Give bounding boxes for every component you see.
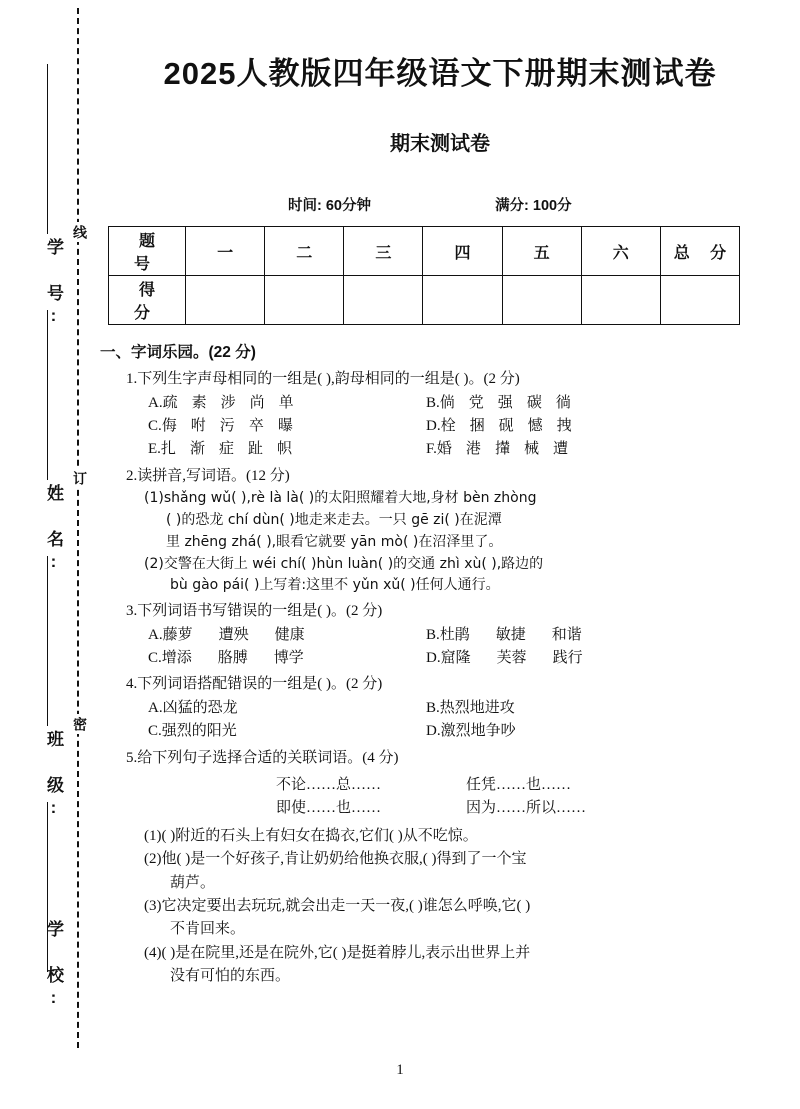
question-4-stem: [126, 673, 780, 696]
option-c-char-3: 污: [219, 417, 235, 434]
score-table-col-1: 一: [186, 227, 265, 276]
question-4-option-c[interactable]: [148, 720, 426, 743]
score-cell-3[interactable]: [344, 276, 423, 325]
score-cell-total[interactable]: [660, 276, 739, 325]
q3-option-a-word-2: 遭殃: [218, 626, 249, 643]
score-table-col-2: 二: [265, 227, 344, 276]
option-e-char-3: 症: [218, 441, 234, 458]
score-table-col-total: 总 分: [660, 227, 739, 276]
option-e-label: E.: [148, 441, 161, 458]
question-2-line-2[interactable]: ( )的恐龙 chí dùn( )地走来走去。一只 gē zi( )在泥潭: [166, 511, 502, 528]
score-table-col-4: 四: [423, 227, 502, 276]
page-subtitle: 期末测试卷: [390, 133, 490, 155]
option-e-char-1: 扎: [160, 441, 176, 458]
question-2-text: 读拼音,写词语。(12 分): [137, 467, 290, 484]
score-cell-6[interactable]: [581, 276, 660, 325]
q3-option-c-word-3: 博学: [273, 650, 304, 667]
q3-option-d-word-2: 芙蓉: [496, 650, 527, 667]
option-c-label: C.: [148, 417, 162, 434]
question-5-item-4-cont: 没有可怕的东西。: [170, 968, 291, 985]
option-f-char-1: 婚: [436, 441, 452, 458]
q3-option-d-word-3: 践行: [552, 650, 583, 667]
word-bank-item-2[interactable]: 任凭……也……: [466, 777, 572, 793]
option-c-char-4: 卒: [248, 417, 264, 434]
option-a-char-5: 单: [278, 394, 294, 411]
option-b-char-4: 碳: [526, 394, 542, 411]
question-1-option-d[interactable]: [426, 415, 704, 438]
question-2-stem: [126, 465, 780, 488]
question-4-option-row-1: [148, 697, 780, 720]
option-f-char-5: 遭: [552, 441, 568, 458]
option-f-char-4: 械: [523, 441, 539, 458]
score-table-col-3: 三: [344, 227, 423, 276]
q3-option-c-word-2: 胳膊: [217, 650, 248, 667]
q4-option-d-label: D.: [426, 723, 441, 740]
question-1-option-b[interactable]: [426, 392, 704, 415]
option-d-char-1: 栓: [440, 417, 456, 434]
option-a-char-1: 疏: [162, 394, 178, 411]
word-bank-item-1[interactable]: 不论……总……: [276, 777, 382, 793]
option-b-label: B.: [426, 394, 440, 411]
class-label: 班 级:: [44, 730, 63, 822]
q4-option-a-label: A.: [148, 699, 163, 716]
option-d-char-4: 憾: [527, 417, 543, 434]
question-1-option-row-1: [148, 392, 780, 415]
option-f-char-2: 港: [465, 441, 481, 458]
question-1-number: 1.: [126, 371, 138, 388]
score-table-row-label-question: 题 号: [109, 227, 186, 276]
question-1-option-e[interactable]: [148, 438, 426, 461]
word-bank-row-2: [276, 797, 780, 820]
question-1-option-row-3: [148, 438, 780, 461]
q4-option-a-text: 凶猛的恐龙: [162, 699, 238, 716]
q3-option-d-label: D.: [426, 650, 441, 667]
score-table-row-label-score: 得 分: [109, 276, 186, 325]
question-5-text: 给下列句子选择合适的关联词语。(4 分): [137, 749, 399, 766]
word-bank-item-4[interactable]: 因为……所以……: [466, 800, 587, 817]
option-a-char-2: 素: [191, 394, 207, 411]
q3-option-b-word-2: 敏捷: [495, 626, 526, 643]
question-1: [126, 368, 780, 462]
q3-option-c-word-1: 增添: [161, 650, 192, 667]
section-heading-1: 一、字词乐园。(22 分): [100, 344, 256, 361]
score-cell-2[interactable]: [265, 276, 344, 325]
option-d-char-2: 捆: [469, 417, 485, 434]
q3-option-b-word-1: 杜鹃: [439, 626, 470, 643]
question-2-number: 2.: [126, 467, 138, 484]
student-id-label: 学 号:: [44, 238, 63, 330]
question-3-option-c[interactable]: [148, 647, 426, 670]
question-1-text: 下列生字声母相同的一组是( ),韵母相同的一组是( )。(2 分): [137, 371, 520, 388]
option-b-char-3: 强: [497, 394, 513, 411]
question-4: [126, 673, 780, 743]
score-table-col-5: 五: [502, 227, 581, 276]
student-name-label: 姓 名:: [44, 484, 63, 576]
question-1-option-a[interactable]: [148, 392, 426, 415]
q3-option-a-label: A.: [148, 626, 163, 643]
exam-meta: [100, 194, 780, 215]
q4-option-c-label: C.: [148, 723, 162, 740]
question-5-stem: [126, 747, 780, 770]
question-2-line-3[interactable]: 里 zhēng zhá( ),眼看它就要 yān mò( )在沼泽里了。: [166, 533, 503, 550]
question-5-item-2-cont: 葫芦。: [170, 874, 216, 891]
q4-option-b-label: B.: [426, 699, 440, 716]
option-b-char-2: 党: [468, 394, 484, 411]
question-5-number: 5.: [126, 749, 138, 766]
question-3-option-a[interactable]: [148, 624, 426, 647]
question-3-text: 下列词语书写错误的一组是( )。(2 分): [137, 603, 383, 620]
q3-option-c-label: C.: [148, 650, 162, 667]
question-1-option-row-2: [148, 415, 780, 438]
question-3: [126, 600, 780, 670]
option-e-char-5: 帜: [276, 441, 292, 458]
question-4-option-d[interactable]: [426, 720, 704, 743]
page-number: 1: [396, 1062, 404, 1078]
score-cell-5[interactable]: [502, 276, 581, 325]
option-a-char-4: 尚: [249, 394, 265, 411]
question-3-stem: [126, 600, 780, 623]
score-cell-1[interactable]: [186, 276, 265, 325]
score-table-header-row: [109, 227, 740, 276]
margin-rule-1: [47, 64, 48, 234]
question-4-text: 下列词语搭配错误的一组是( )。(2 分): [137, 676, 383, 693]
option-f-label: F.: [426, 441, 437, 458]
question-3-option-row-1: [148, 624, 780, 647]
q3-option-d-word-1: 窟隆: [440, 650, 471, 667]
score-table: [108, 226, 740, 325]
question-4-option-row-2: [148, 720, 780, 743]
question-5-item-4[interactable]: (4)( )是在院里,还是在院外,它( )是挺着脖儿,表示出世界上并: [144, 944, 531, 961]
question-5: [126, 747, 780, 989]
question-2-line-4[interactable]: (2)交警在大街上 wéi chí( )hùn luàn( )的交通 zhì xù( ),路边的: [144, 555, 544, 572]
seal-mark-mi: 密: [64, 714, 90, 734]
question-3-number: 3.: [126, 603, 138, 620]
full-score-label: 满分: 100分: [495, 198, 572, 214]
score-table-score-row: [109, 276, 740, 325]
margin-rule-2: [47, 310, 48, 480]
option-d-char-5: 拽: [556, 417, 572, 434]
option-f-char-3: 攆: [494, 441, 510, 458]
school-label: 学 校:: [44, 920, 63, 1012]
option-a-char-3: 涉: [220, 394, 236, 411]
q3-option-a-word-1: 藤萝: [162, 626, 193, 643]
score-table-col-6: 六: [581, 227, 660, 276]
q4-option-b-text: 热烈地进攻: [439, 699, 515, 716]
option-c-char-5: 曝: [277, 417, 293, 434]
option-c-char-1: 侮: [161, 417, 177, 434]
word-bank-item-3[interactable]: 即使……也……: [276, 800, 382, 817]
question-1-option-f[interactable]: [426, 438, 704, 461]
q3-option-b-word-3: 和谐: [551, 626, 582, 643]
q3-option-b-label: B.: [426, 626, 440, 643]
option-d-char-3: 砚: [498, 417, 514, 434]
question-2: [126, 465, 780, 598]
question-1-option-c[interactable]: [148, 415, 426, 438]
option-b-char-1: 倘: [439, 394, 455, 411]
question-5-item-1[interactable]: (1)( )附近的石头上有妇女在捣衣,它们( )从不吃惊。: [144, 827, 478, 844]
margin-rule-3: [47, 556, 48, 726]
option-c-char-2: 咐: [190, 417, 206, 434]
question-5-word-bank: [276, 774, 780, 821]
word-bank-row-1: [276, 774, 780, 797]
question-1-stem: [126, 368, 780, 391]
question-4-option-a[interactable]: [148, 697, 426, 720]
page-title: 2025人教版四年级语文下册期末测试卷: [163, 56, 717, 91]
option-a-label: A.: [148, 394, 163, 411]
time-label: 时间: 60分钟: [288, 198, 371, 214]
question-3-option-b[interactable]: [426, 624, 704, 647]
score-cell-4[interactable]: [423, 276, 502, 325]
question-5-item-3-cont: 不肯回来。: [170, 921, 246, 938]
exam-sheet: [100, 0, 780, 1109]
question-2-line-5[interactable]: bù gào pái( )上写着:这里不 yǔn xǔ( )任何人通行。: [170, 577, 500, 594]
option-d-label: D.: [426, 417, 441, 434]
q4-option-d-text: 激烈地争吵: [440, 723, 516, 740]
seal-dashed-line: [77, 8, 79, 1048]
question-5-item-3[interactable]: (3)它决定要出去玩玩,就会出走一天一夜,( )谁怎么呼唤,它( ): [144, 897, 531, 914]
seal-mark-xian: 线: [64, 222, 90, 242]
exam-content: [100, 341, 780, 989]
seal-mark-ding: 订: [64, 468, 90, 488]
binding-margin: [0, 0, 100, 1109]
question-5-item-2[interactable]: (2)他( )是一个好孩子,肯让奶奶给他换衣服,( )得到了一个宝: [144, 851, 527, 868]
q3-option-a-word-3: 健康: [274, 626, 305, 643]
question-3-option-d[interactable]: [426, 647, 704, 670]
q4-option-c-text: 强烈的阳光: [161, 723, 237, 740]
option-b-char-5: 徜: [555, 394, 571, 411]
option-e-char-2: 渐: [189, 441, 205, 458]
question-3-option-row-2: [148, 647, 780, 670]
option-e-char-4: 趾: [247, 441, 263, 458]
question-2-line-1[interactable]: (1)shǎng wǔ( ),rè là là( )的太阳照耀着大地,身材 bèn zhòng: [144, 490, 537, 507]
question-4-option-b[interactable]: [426, 697, 704, 720]
question-4-number: 4.: [126, 676, 138, 693]
